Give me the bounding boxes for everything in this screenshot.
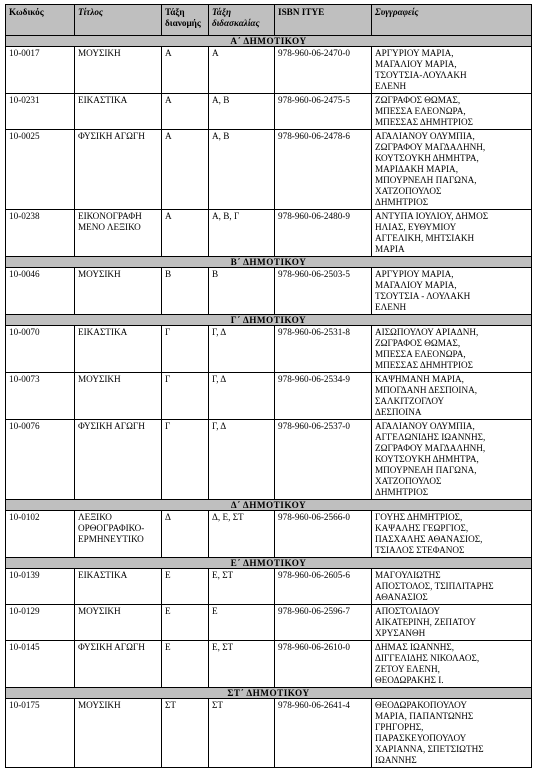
table-row [6,373,532,420]
distribution-grade: Β [162,268,209,315]
book-isbn: 978-960-06-2596-7 [275,605,372,641]
book-title: ΕΙΚΑΣΤΙΚΑ [75,326,162,373]
book-authors: ΑΠΟΣΤΟΛΙΔΟΥ ΑΙΚΑΤΕΡΙΝΗ, ΖΕΠΑΤΟΥ ΧΡΥΣΑΝΘΗ [372,605,532,641]
table-row [6,605,532,641]
book-code: 10-0076 [6,420,75,500]
teaching-grade: Ε, ΣΤ [209,641,275,688]
book-authors: ΑΙΣΩΠΟΥΛΟΥ ΑΡΙΑΔΝΗ, ΖΩΓΡΑΦΟΣ ΘΩΜΑΣ, ΜΠΕΣΣΑ ΕΛΕΟΝΩΡΑ, ΜΠΕΣΣΑΣ ΔΗΜΗΤΡΙΟΣ [372,326,532,373]
grade-section-row [6,36,532,47]
book-code: 10-0139 [6,569,75,605]
book-isbn: 978-960-06-2566-0 [275,511,372,558]
teaching-grade: Ε, ΣΤ [209,569,275,605]
book-code: 10-0175 [6,699,75,768]
book-authors: ΜΑΓΟΥΛΙΩΤΗΣ ΑΠΟΣΤΟΛΟΣ, ΤΣΙΠΛΙΤΑΡΗΣ ΑΘΑΝΑΣΙΟΣ [372,569,532,605]
table-row [6,511,532,558]
book-authors: ΔΗΜΑΣ ΙΩΑΝΝΗΣ, ΔΙΓΓΕΛΙΔΗΣ ΝΙΚΟΛΑΟΣ, ΖΕΤΟΥ ΕΛΕΝΗ, ΘΕΟΔΩΡΑΚΗΣ Ι. [372,641,532,688]
table-row [6,569,532,605]
book-code: 10-0070 [6,326,75,373]
header-authors: Συγγραφείς [372,5,532,36]
teaching-grade: ΣΤ [209,699,275,768]
book-title: ΛΕΞΙΚΟ ΟΡΘΟΓΡΑΦΙΚΟ- ΕΡΜΗΝΕΥΤΙΚΟ [75,511,162,558]
grade-section-row [6,257,532,268]
book-title: ΦΥΣΙΚΗ ΑΓΩΓΗ [75,641,162,688]
book-isbn: 978-960-06-2470-0 [275,47,372,94]
book-code: 10-0129 [6,605,75,641]
table-row [6,94,532,130]
book-title: ΜΟΥΣΙΚΗ [75,699,162,768]
teaching-grade: Α, Β [209,130,275,210]
book-isbn: 978-960-06-2641-4 [275,699,372,768]
grade-section-row [6,500,532,511]
distribution-grade: Α [162,94,209,130]
grade-heading: Γ΄ ΔΗΜΟΤΙΚΟΥ [6,315,532,326]
book-authors: ΓΟΥΗΣ ΔΗΜΗΤΡΙΟΣ, ΚΑΨΑΛΗΣ ΓΕΩΡΓΙΟΣ, ΠΑΣΧΑΛΗΣ ΑΘΑΝΑΣΙΟΣ, ΤΣΙΑΛΟΣ ΣΤΕΦΑΝΟΣ [372,511,532,558]
distribution-grade: Α [162,47,209,94]
book-code: 10-0102 [6,511,75,558]
distribution-grade: Α [162,130,209,210]
book-isbn: 978-960-06-2475-5 [275,94,372,130]
grade-section-row [6,688,532,699]
teaching-grade: Ε [209,605,275,641]
book-authors: ΚΑΨΗΜΑΝΗ ΜΑΡΙΑ, ΜΠΟΓΔΑΝΗ ΔΕΣΠΟΙΝΑ, ΣΑΛΚΙΤΖΟΓΛΟΥ ΔΕΣΠΟΙΝΑ [372,373,532,420]
book-authors: ΘΕΟΔΩΡΑΚΟΠΟΥΛΟΥ ΜΑΡΙΑ, ΠΑΠΑΝΤΩΝΗΣ ΓΡΗΓΟΡΗΣ, ΠΑΡΑΣΚΕΥΟΠΟΥΛΟΥ ΧΑΡΙΑΝΝΑ, ΣΠΕΤΣΙΩΤΗΣ ΙΩΑΝΝΗΣ [372,699,532,768]
book-title: ΕΙΚΑΣΤΙΚΑ [75,569,162,605]
book-title: ΜΟΥΣΙΚΗ [75,268,162,315]
teaching-grade: Α, Β, Γ [209,210,275,257]
header-teaching-grade: Τάξη διδασκαλίας [209,5,275,36]
grade-section-row [6,558,532,569]
teaching-grade: Α [209,47,275,94]
book-authors: ΑΓΑΛΙΑΝΟΥ ΟΛΥΜΠΙΑ, ΑΓΓΕΛΩΝΙΔΗΣ ΙΩΑΝΝΗΣ, ΖΩΓΡΑΦΟΥ ΜΑΓΔΑΛΗΝΗ, ΚΟΥΤΣΟΥΚΗ ΔΗΜΗΤΡΑ, ΜΠΟΥΡΝΕΛΗ ΠΑΓΩΝΑ, ΧΑΤΖΟΠΟΥΛΟΣ ΔΗΜΗΤΡΙΟΣ [372,420,532,500]
table-row [6,699,532,768]
table-row [6,641,532,688]
distribution-grade: Γ [162,326,209,373]
book-isbn: 978-960-06-2531-8 [275,326,372,373]
table-row [6,268,532,315]
book-title: ΜΟΥΣΙΚΗ [75,47,162,94]
teaching-grade: Γ, Δ [209,326,275,373]
book-code: 10-0145 [6,641,75,688]
book-title: ΦΥΣΙΚΗ ΑΓΩΓΗ [75,420,162,500]
book-title: ΜΟΥΣΙΚΗ [75,373,162,420]
table-header [6,5,532,36]
book-authors: ΑΓΑΛΙΑΝΟΥ ΟΛΥΜΠΙΑ, ΖΩΓΡΑΦΟΥ ΜΑΓΔΑΛΗΝΗ, ΚΟΥΤΣΟΥΚΗ ΔΗΜΗΤΡΑ, ΜΑΡΙΔΑΚΗ ΜΑΡΙΑ, ΜΠΟΥΡΝΕΛΗ ΠΑΓΩΝΑ, ΧΑΤΖΟΠΟΥΛΟΣ ΔΗΜΗΤΡΙΟΣ [372,130,532,210]
grade-heading: Δ΄ ΔΗΜΟΤΙΚΟΥ [6,500,532,511]
table-row [6,210,532,257]
grade-heading: ΣΤ΄ ΔΗΜΟΤΙΚΟΥ [6,688,532,699]
grade-heading: Α΄ ΔΗΜΟΤΙΚΟΥ [6,36,532,47]
grade-heading: Ε΄ ΔΗΜΟΤΙΚΟΥ [6,558,532,569]
book-code: 10-0017 [6,47,75,94]
textbook-table [5,4,532,768]
book-isbn: 978-960-06-2534-9 [275,373,372,420]
book-authors: ΑΝΤΥΠΑ ΙΟΥΛΙΟΥ, ΔΗΜΟΣ ΗΛΙΑΣ, ΕΥΘΥΜΙΟΥ ΑΓΓΕΛΙΚΗ, ΜΗΤΣΙΑΚΗ ΜΑΡΙΑ [372,210,532,257]
book-code: 10-0231 [6,94,75,130]
book-code: 10-0073 [6,373,75,420]
book-isbn: 978-960-06-2480-9 [275,210,372,257]
book-title: ΕΙΚΑΣΤΙΚΑ [75,94,162,130]
grade-section-row [6,315,532,326]
table-row [6,420,532,500]
distribution-grade: Α [162,210,209,257]
distribution-grade: Ε [162,641,209,688]
distribution-grade: Ε [162,569,209,605]
book-title: ΜΟΥΣΙΚΗ [75,605,162,641]
table-row [6,326,532,373]
book-isbn: 978-960-06-2605-6 [275,569,372,605]
book-code: 10-0238 [6,210,75,257]
book-authors: ΑΡΓΥΡΙΟΥ ΜΑΡΙΑ, ΜΑΓΑΛΙΟΥ ΜΑΡΙΑ, ΤΣΟΥΤΣΙΑ - ΛΟΥΛΑΚΗ ΕΛΕΝΗ [372,268,532,315]
teaching-grade: Α, Β [209,94,275,130]
teaching-grade: Δ, Ε, ΣΤ [209,511,275,558]
table-row [6,47,532,94]
distribution-grade: Γ [162,373,209,420]
distribution-grade: Δ [162,511,209,558]
teaching-grade: Γ, Δ [209,373,275,420]
book-title: ΦΥΣΙΚΗ ΑΓΩΓΗ [75,130,162,210]
header-isbn: ISBN ΙΤΥΕ [275,5,372,36]
distribution-grade: ΣΤ [162,699,209,768]
teaching-grade: Γ, Δ [209,420,275,500]
book-isbn: 978-960-06-2503-5 [275,268,372,315]
header-code: Κωδικός [6,5,75,36]
grade-heading: Β΄ ΔΗΜΟΤΙΚΟΥ [6,257,532,268]
book-isbn: 978-960-06-2610-0 [275,641,372,688]
book-code: 10-0025 [6,130,75,210]
book-authors: ΖΩΓΡΑΦΟΣ ΘΩΜΑΣ, ΜΠΕΣΣΑ ΕΛΕΟΝΩΡΑ, ΜΠΕΣΣΑΣ ΔΗΜΗΤΡΙΟΣ [372,94,532,130]
book-isbn: 978-960-06-2478-6 [275,130,372,210]
distribution-grade: Ε [162,605,209,641]
teaching-grade: Β [209,268,275,315]
distribution-grade: Γ [162,420,209,500]
book-isbn: 978-960-06-2537-0 [275,420,372,500]
table-row [6,130,532,210]
book-authors: ΑΡΓΥΡΙΟΥ ΜΑΡΙΑ, ΜΑΓΑΛΙΟΥ ΜΑΡΙΑ, ΤΣΟΥΤΣΙΑ-ΛΟΥΛΑΚΗ ΕΛΕΝΗ [372,47,532,94]
table-body [6,36,532,768]
header-title: Τίτλος [75,5,162,36]
header-distribution-grade: Τάξη διανομής [162,5,209,36]
book-code: 10-0046 [6,268,75,315]
book-title: ΕΙΚΟΝΟΓΡΑΦΗ ΜΕΝΟ ΛΕΞΙΚΟ [75,210,162,257]
